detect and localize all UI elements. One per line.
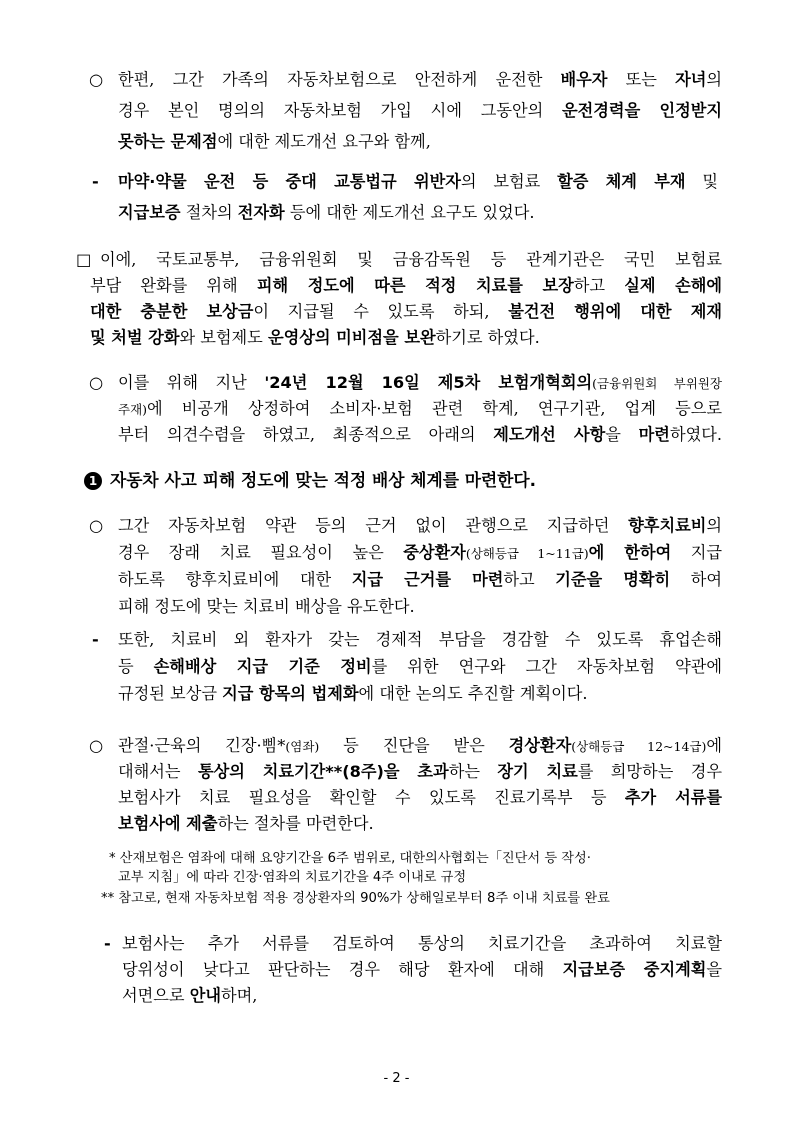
footnote-2: ** 참고로, 현재 자동차보험 적용 경상환자의 90%가 상해일로부터 8주 이내 치료를 완료 xyxy=(101,891,610,906)
circle-bullet-icon: ○ xyxy=(89,736,104,755)
dash-bullet-icon: - xyxy=(92,630,99,649)
paragraph-line: 보험사는 추가 서류를 검토하여 통상의 치료기간을 초과하여 치료할 xyxy=(122,934,722,953)
dash-bullet-icon: - xyxy=(104,934,111,953)
paragraph-line: 못하는 문제점에 대한 제도개선 요구와 함께, xyxy=(118,132,431,151)
paragraph-line: 이에, 국토교통부, 금융위원회 및 금융감독원 등 관계기관은 국민 보험료 xyxy=(100,250,722,269)
paragraph-line: 그간 자동차보험 약관 등의 근거 없이 관행으로 지급하던 향후치료비의 xyxy=(118,516,722,535)
paragraph-line: 하도록 향후치료비에 대한 지급 근거를 마련하고 기준을 명확히 하여 xyxy=(118,570,722,589)
paragraph-line: 대한 충분한 보상금이 지급될 수 있도록 하되, 불건전 행위에 대한 제재 xyxy=(90,302,722,321)
paragraph-line: 등 손해배상 지급 기준 정비를 위한 연구와 그간 자동차보험 약관에 xyxy=(118,657,722,676)
paragraph-line: 한편, 그간 가족의 자동차보험으로 안전하게 운전한 배우자 또는 자녀의 xyxy=(118,70,722,89)
square-bullet-icon: □ xyxy=(76,250,92,269)
paragraph-line: 부담 완화를 위해 피해 정도에 따른 적정 치료를 보장하고 실제 손해에 xyxy=(90,276,722,295)
paragraph-line: 부터 의견수렴을 하였고, 최종적으로 아래의 제도개선 사항을 마련하였다. xyxy=(118,425,722,444)
footnote-1: * 산재보험은 염좌에 대해 요양기간을 6주 범위로, 대한의사협회는「진단서 등 작성· xyxy=(109,851,591,866)
paragraph-line: 규정된 보상금 지급 항목의 법제화에 대한 논의도 추진할 계획이다. xyxy=(118,684,588,703)
paragraph-line: 피해 정도에 맞는 치료비 배상을 유도한다. xyxy=(118,597,415,616)
paragraph-line: 이를 위해 지난 '24년 12월 16일 제5차 보험개혁회의(금융위원회 부위원장 xyxy=(118,373,722,392)
paragraph-line: 보험사가 치료 필요성을 확인할 수 있도록 진료기록부 등 추가 서류를 xyxy=(118,788,722,807)
number-one-icon: 1 xyxy=(84,472,102,490)
circle-bullet-icon: ○ xyxy=(89,373,104,392)
footnote-1-cont: 교부 지침」에 따라 긴장·염좌의 치료기간을 4주 이내로 규정 xyxy=(118,870,467,885)
paragraph-line: 서면으로 안내하며, xyxy=(122,986,258,1005)
paragraph-line: 경우 장래 치료 필요성이 높은 중상환자(상해등급 1~11급)에 한하여 지급 xyxy=(118,543,722,562)
paragraph-line: 보험사에 제출하는 절차를 마련한다. xyxy=(118,814,374,833)
paragraph-line: 관절·근육의 긴장·삠*(염좌) 등 진단을 받은 경상환자(상해등급 12~14급)에 xyxy=(118,736,722,755)
page-number: - 2 - xyxy=(383,1071,410,1086)
paragraph-line: 대해서는 통상의 치료기간**(8주)을 초과하는 장기 치료를 희망하는 경우 xyxy=(118,762,722,781)
paragraph-line: 및 처벌 강화와 보험제도 운영상의 미비점을 보완하기로 하였다. xyxy=(90,328,540,347)
paragraph-line: 주재)에 비공개 상정하여 소비자·보험 관련 학계, 연구기관, 업계 등으로 xyxy=(118,399,722,418)
paragraph-line: 지급보증 절차의 전자화 등에 대한 제도개선 요구도 있었다. xyxy=(118,203,535,222)
paragraph-line: 당위성이 낮다고 판단하는 경우 해당 환자에 대해 지급보증 중지계획을 xyxy=(122,960,722,979)
paragraph-line: 경우 본인 명의의 자동차보험 가입 시에 그동안의 운전경력을 인정받지 xyxy=(118,101,722,120)
paragraph-line: 마약·약물 운전 등 중대 교통법규 위반자의 보험료 할증 체계 부재 및 xyxy=(118,172,718,191)
circle-bullet-icon: ○ xyxy=(89,516,104,535)
dash-bullet-icon: - xyxy=(92,172,99,191)
section-heading: 1 자동차 사고 피해 정도에 맞는 적정 배상 체계를 마련한다. xyxy=(84,469,536,491)
paragraph-line: 또한, 치료비 외 환자가 갖는 경제적 부담을 경감할 수 있도록 휴업손해 xyxy=(118,630,722,649)
circle-bullet-icon: ○ xyxy=(89,70,104,89)
